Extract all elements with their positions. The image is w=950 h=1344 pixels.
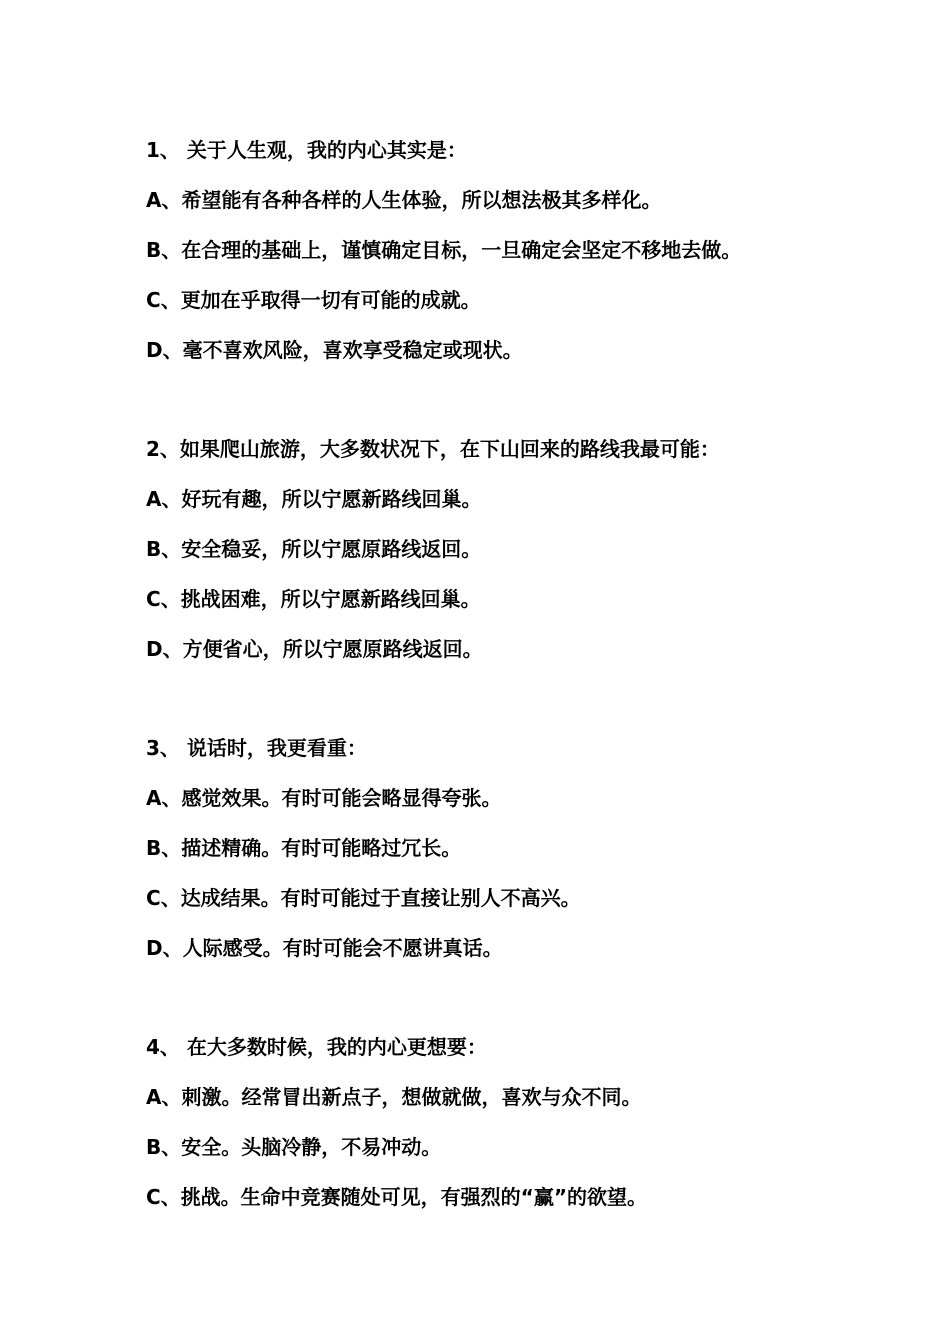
question-separator: 、: [159, 138, 187, 162]
option-text: 人际感受。有时可能会不愿讲真话。: [182, 936, 503, 960]
question-number: 3: [146, 736, 160, 760]
option-letter: C: [146, 288, 161, 312]
option-separator: 、: [160, 288, 181, 312]
option-separator: 、: [161, 786, 182, 810]
option-separator: 、: [162, 637, 183, 661]
question-number: 4: [146, 1035, 160, 1059]
option-letter: B: [146, 537, 162, 561]
option-text: 挑战困难，所以宁愿新路线回巢。: [180, 587, 481, 611]
option-text: 描述精确。有时可能略过冗长。: [181, 836, 462, 860]
option-letter: C: [146, 1185, 161, 1209]
option-separator: 、: [160, 587, 181, 611]
option-separator: 、: [160, 886, 181, 910]
question-stem: [146, 731, 926, 781]
option-a: [146, 183, 926, 233]
option-letter: D: [146, 637, 163, 661]
option-text: 达成结果。有时可能过于直接让别人不高兴。: [180, 886, 581, 910]
option-text: 在合理的基础上，谨慎确定目标，一旦确定会坚定不移地去做。: [181, 238, 742, 262]
option-letter: D: [146, 338, 163, 362]
question-text: 如果爬山旅游，大多数状况下，在下山回来的路线我最可能：: [179, 437, 720, 461]
option-b: [146, 532, 926, 582]
option-a: [146, 1080, 926, 1130]
question-separator: 、: [159, 437, 180, 461]
option-separator: 、: [161, 188, 182, 212]
option-letter: A: [146, 1085, 162, 1109]
question-number: 2: [146, 437, 160, 461]
option-text: 感觉效果。有时可能会略显得夸张。: [181, 786, 502, 810]
question-3: [146, 731, 926, 981]
option-letter: A: [146, 786, 162, 810]
question-2: [146, 432, 926, 682]
question-text: 关于人生观，我的内心其实是：: [186, 138, 467, 162]
option-text: 更加在乎取得一切有可能的成就。: [180, 288, 481, 312]
option-separator: 、: [161, 1135, 182, 1159]
option-d: [146, 632, 926, 682]
option-text: 挑战。生命中竞赛随处可见，有强烈的“赢”的欲望。: [180, 1185, 647, 1209]
option-letter: B: [146, 1135, 162, 1159]
option-text: 安全稳妥，所以宁愿原路线返回。: [181, 537, 482, 561]
question-text: 在大多数时候，我的内心更想要：: [186, 1035, 487, 1059]
option-text: 刺激。经常冒出新点子，想做就做，喜欢与众不同。: [181, 1085, 642, 1109]
option-text: 毫不喜欢风险，喜欢享受稳定或现状。: [182, 338, 523, 362]
question-stem: [146, 1030, 926, 1080]
question-text: 说话时，我更看重：: [186, 736, 367, 760]
option-c: [146, 283, 926, 333]
option-d: [146, 931, 926, 981]
option-separator: 、: [161, 537, 182, 561]
option-letter: A: [146, 188, 162, 212]
option-d: [146, 333, 926, 383]
question-separator: 、: [159, 736, 187, 760]
option-letter: C: [146, 587, 161, 611]
option-letter: A: [146, 487, 162, 511]
option-text: 希望能有各种各样的人生体验，所以想法极其多样化。: [181, 188, 662, 212]
option-a: [146, 781, 926, 831]
option-separator: 、: [161, 1085, 182, 1109]
option-letter: B: [146, 238, 162, 262]
option-b: [146, 233, 926, 283]
option-text: 好玩有趣，所以宁愿新路线回巢。: [181, 487, 482, 511]
option-c: [146, 881, 926, 931]
question-stem: [146, 133, 926, 183]
option-c: [146, 582, 926, 632]
question-stem: [146, 432, 926, 482]
questionnaire-page: [146, 133, 926, 1230]
option-letter: C: [146, 886, 161, 910]
question-number: 1: [146, 138, 160, 162]
option-separator: 、: [161, 487, 182, 511]
option-letter: D: [146, 936, 163, 960]
question-1: [146, 133, 926, 383]
option-letter: B: [146, 836, 162, 860]
option-a: [146, 482, 926, 532]
option-separator: 、: [160, 1185, 181, 1209]
question-separator: 、: [159, 1035, 187, 1059]
option-b: [146, 831, 926, 881]
option-text: 方便省心，所以宁愿原路线返回。: [182, 637, 483, 661]
option-separator: 、: [162, 338, 183, 362]
option-text: 安全。头脑冷静，不易冲动。: [181, 1135, 442, 1159]
option-separator: 、: [162, 936, 183, 960]
option-b: [146, 1130, 926, 1180]
question-4: [146, 1030, 926, 1230]
option-separator: 、: [161, 238, 182, 262]
option-c: [146, 1180, 926, 1230]
option-separator: 、: [161, 836, 182, 860]
